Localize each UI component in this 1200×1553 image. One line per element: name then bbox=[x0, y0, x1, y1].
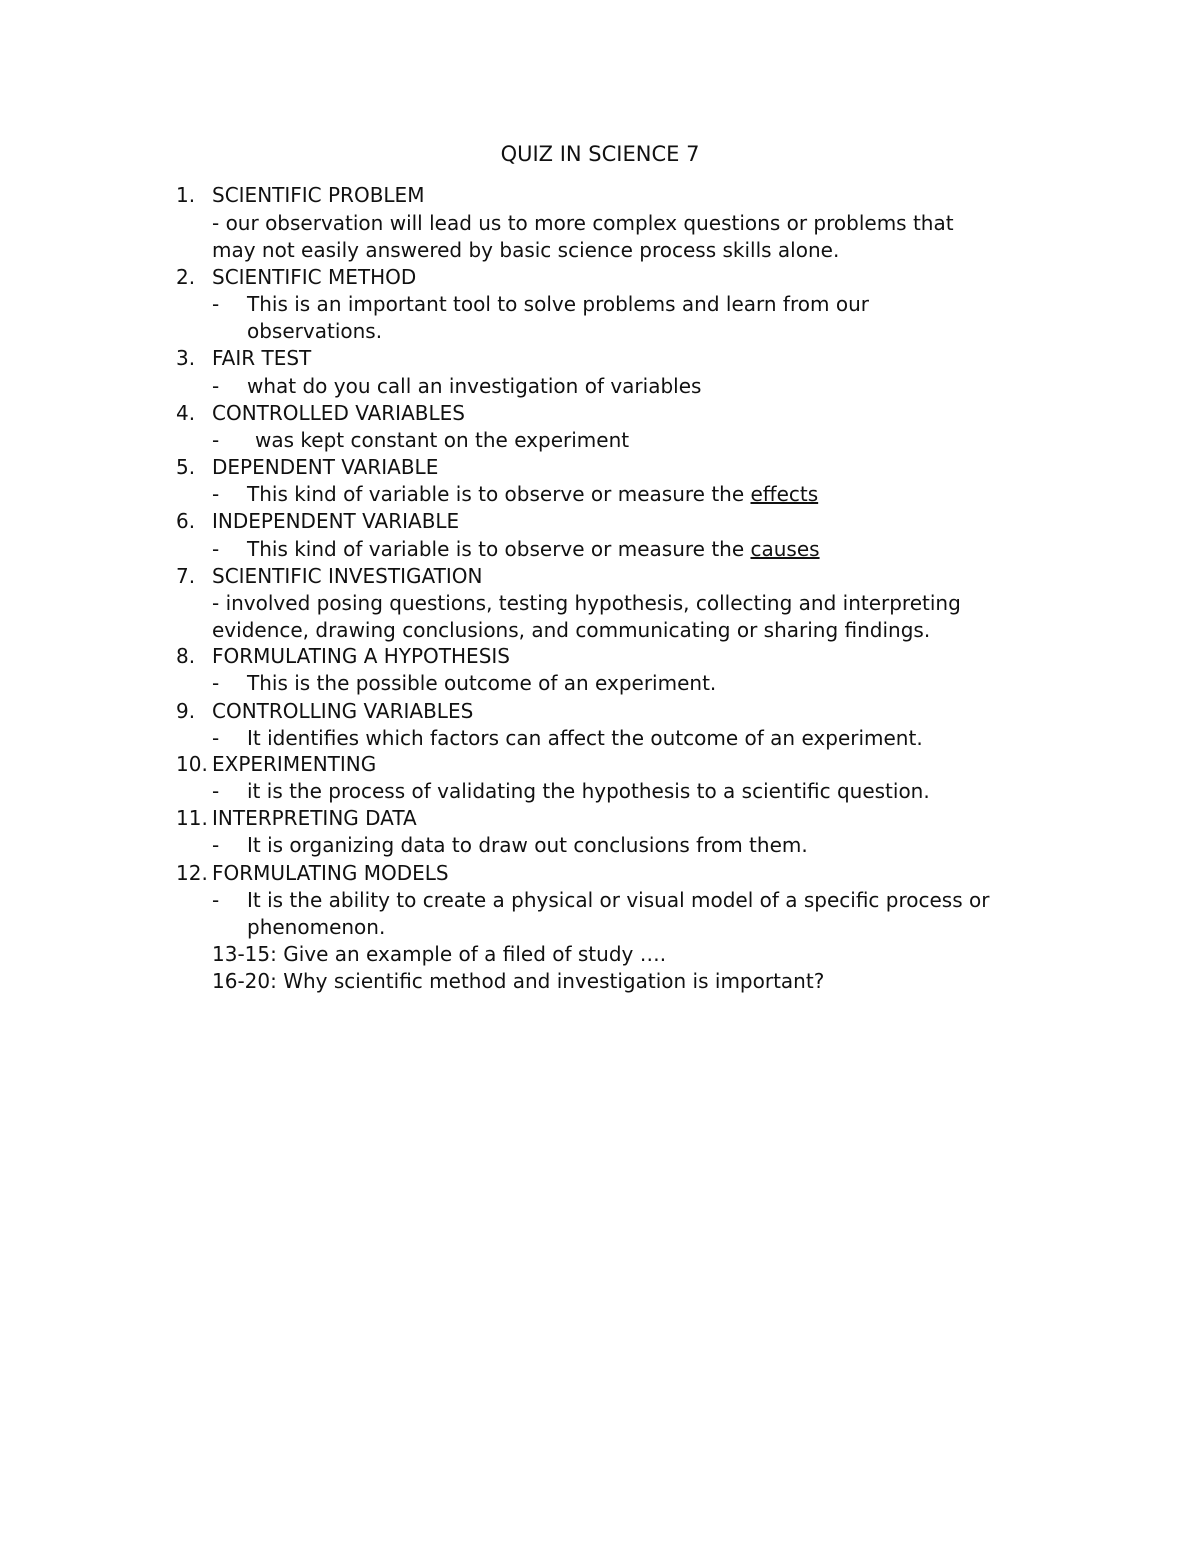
item-answer-line: observations. bbox=[247, 319, 383, 343]
item-dash: - bbox=[212, 726, 220, 750]
item-term: SCIENTIFIC PROBLEM bbox=[212, 183, 425, 207]
item-answer-line: This is an important tool to solve problems and learn from our bbox=[247, 292, 869, 316]
extra-question: 13-15: Give an example of a filed of study …. bbox=[212, 942, 667, 966]
item-answer-line bbox=[247, 481, 818, 508]
underlined-word: effects bbox=[750, 482, 819, 506]
item-number: 4. bbox=[176, 401, 196, 425]
item-number: 1. bbox=[176, 183, 196, 207]
item-dash: - bbox=[212, 779, 220, 803]
item-answer-line: what do you call an investigation of variables bbox=[247, 374, 702, 398]
item-term: DEPENDENT VARIABLE bbox=[212, 455, 439, 479]
item-answer-line: phenomenon. bbox=[247, 915, 386, 939]
item-term: INDEPENDENT VARIABLE bbox=[212, 509, 460, 533]
item-term: FAIR TEST bbox=[212, 346, 312, 370]
item-dash: - bbox=[212, 292, 220, 316]
item-answer-line: - involved posing questions, testing hypothesis, collecting and interpreting bbox=[212, 591, 961, 615]
item-number: 6. bbox=[176, 509, 196, 533]
item-number: 5. bbox=[176, 455, 196, 479]
item-answer-line: was kept constant on the experiment bbox=[255, 428, 630, 452]
item-number: 3. bbox=[176, 346, 196, 370]
item-number: 7. bbox=[176, 564, 196, 588]
document-title: QUIZ IN SCIENCE 7 bbox=[500, 142, 700, 166]
item-answer-line: may not easily answered by basic science process skills alone. bbox=[212, 238, 840, 262]
item-number: 12. bbox=[176, 861, 208, 885]
item-answer-line: it is the process of validating the hypothesis to a scientific question. bbox=[247, 779, 930, 803]
item-term: SCIENTIFIC INVESTIGATION bbox=[212, 564, 483, 588]
item-term: CONTROLLED VARIABLES bbox=[212, 401, 465, 425]
item-number: 2. bbox=[176, 265, 196, 289]
item-number: 11. bbox=[176, 806, 208, 830]
item-number: 9. bbox=[176, 699, 196, 723]
item-dash: - bbox=[212, 374, 220, 398]
item-dash: - bbox=[212, 671, 220, 695]
item-number: 10. bbox=[176, 752, 208, 776]
item-dash: - bbox=[212, 888, 220, 912]
item-dash: - bbox=[212, 482, 220, 506]
answer-text: This kind of variable is to observe or measure the bbox=[247, 537, 751, 561]
item-term: EXPERIMENTING bbox=[212, 752, 377, 776]
item-dash: - bbox=[212, 833, 220, 857]
item-term: FORMULATING MODELS bbox=[212, 861, 449, 885]
answer-text: This kind of variable is to observe or measure the bbox=[247, 482, 751, 506]
extra-question: 16-20: Why scientific method and investigation is important? bbox=[212, 969, 825, 993]
item-answer-line bbox=[247, 536, 820, 563]
item-term: CONTROLLING VARIABLES bbox=[212, 699, 474, 723]
item-answer-line: It identifies which factors can affect the outcome of an experiment. bbox=[247, 726, 923, 750]
item-answer-line: It is organizing data to draw out conclusions from them. bbox=[247, 833, 808, 857]
item-answer-line: This is the possible outcome of an experiment. bbox=[247, 671, 717, 695]
underlined-word: causes bbox=[750, 537, 820, 561]
item-answer-line: It is the ability to create a physical or visual model of a specific process or bbox=[247, 888, 990, 912]
item-dash: - bbox=[212, 537, 220, 561]
item-dash: - bbox=[212, 428, 220, 452]
item-term: SCIENTIFIC METHOD bbox=[212, 265, 417, 289]
item-term: FORMULATING A HYPOTHESIS bbox=[212, 644, 510, 668]
item-answer-line: evidence, drawing conclusions, and communicating or sharing findings. bbox=[212, 618, 931, 642]
item-term: INTERPRETING DATA bbox=[212, 806, 417, 830]
item-answer-line: - our observation will lead us to more complex questions or problems that bbox=[212, 211, 954, 235]
item-number: 8. bbox=[176, 644, 196, 668]
